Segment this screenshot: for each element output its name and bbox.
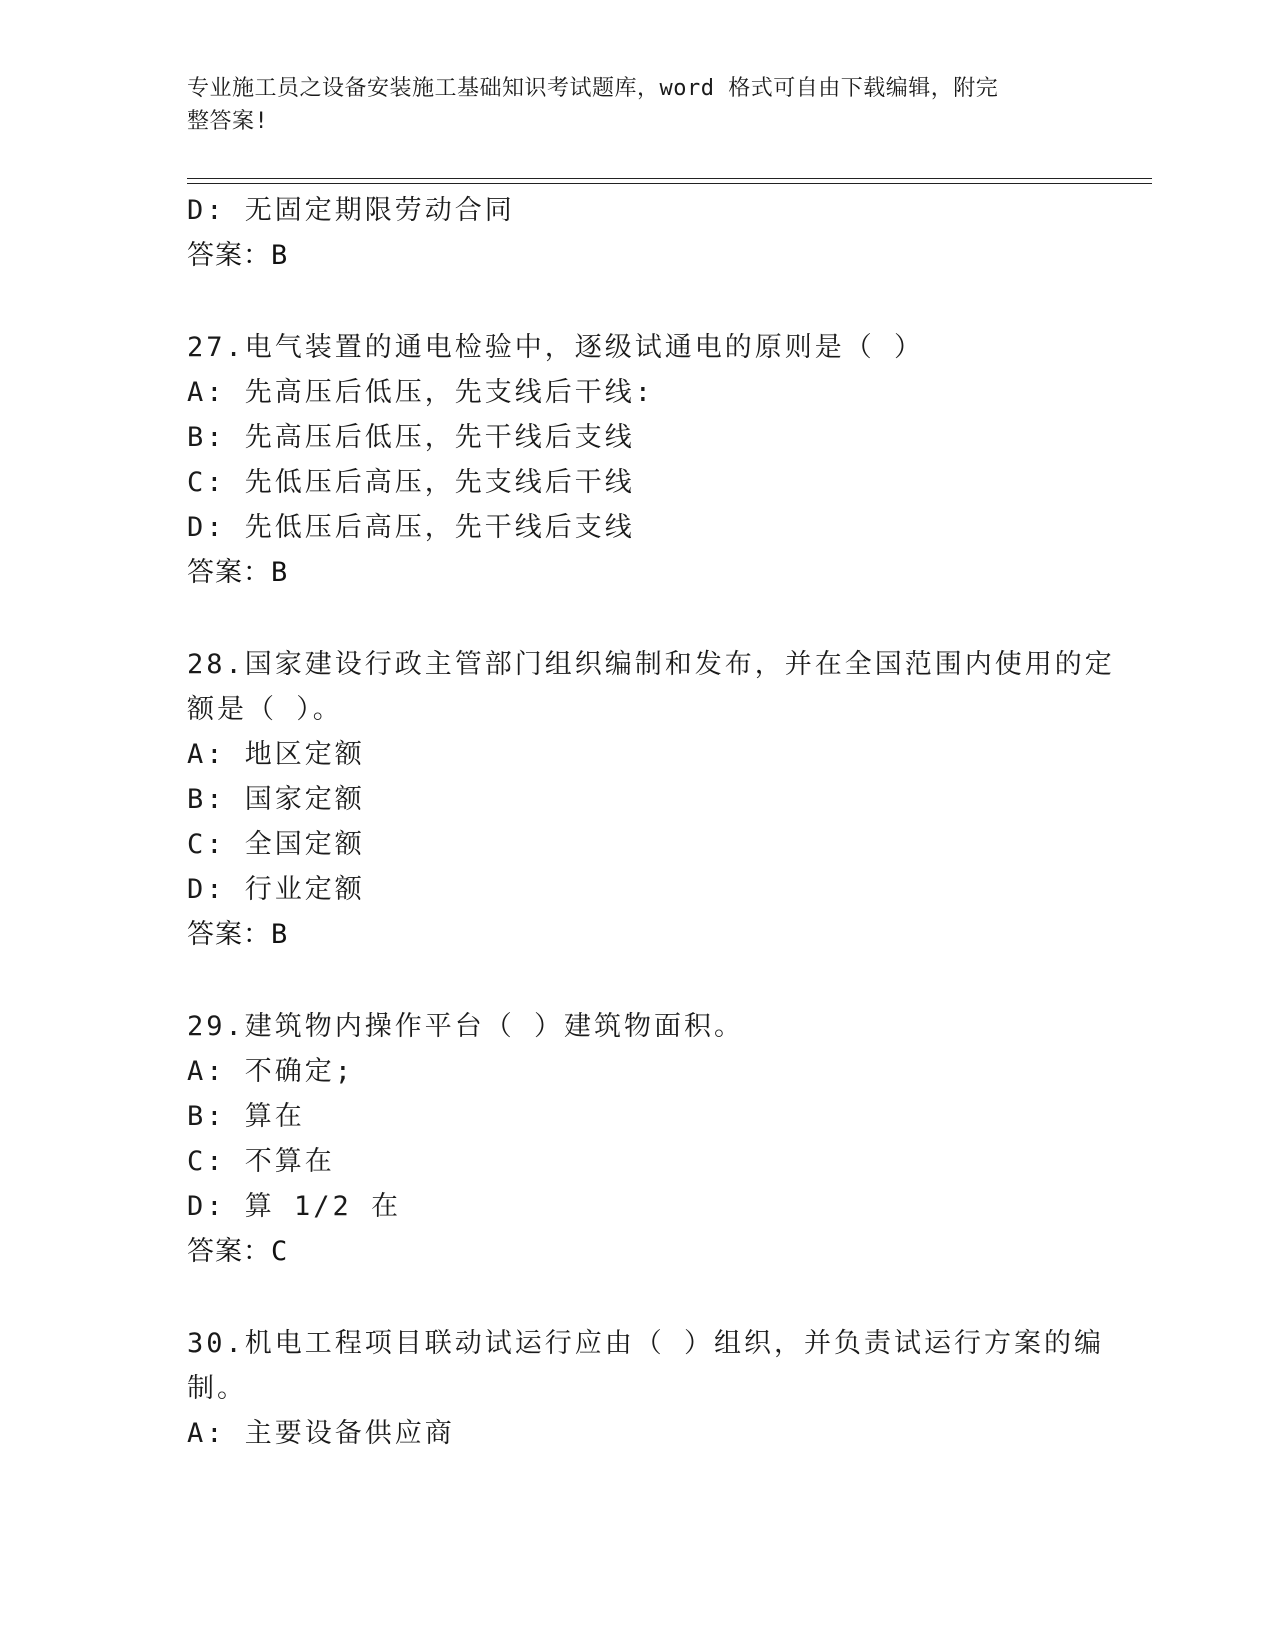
spacer [187, 595, 1087, 642]
header-divider-top [187, 178, 1152, 179]
question-29-option-c: C: 不算在 [187, 1146, 335, 1177]
question-27-answer: 答案：B [187, 557, 289, 588]
question-27-text: 27.电气装置的通电检验中，逐级试通电的原则是（ ） [187, 332, 925, 363]
prev-answer: 答案：B [187, 240, 289, 271]
question-28-option-a: A: 地区定额 [187, 739, 365, 770]
question-28-text-line-2: 额是（ ）。 [187, 694, 343, 725]
spacer [187, 278, 1087, 325]
question-30-text-line-1: 30.机电工程项目联动试运行应由（ ）组织，并负责试运行方案的编 [187, 1328, 1105, 1359]
question-27-option-a: A: 先高压后低压，先支线后干线: [187, 377, 655, 408]
prev-option-d: D: 无固定期限劳动合同 [187, 195, 515, 226]
spacer [187, 1274, 1087, 1321]
spacer [187, 957, 1087, 1004]
question-29-text: 29.建筑物内操作平台（ ）建筑物面积。 [187, 1011, 745, 1042]
question-29-answer: 答案：C [187, 1236, 289, 1267]
question-27-option-c: C: 先低压后高压，先支线后干线 [187, 467, 635, 498]
document-header [187, 72, 1067, 138]
header-divider-bottom [187, 183, 1152, 184]
question-29-option-b: B: 算在 [187, 1101, 305, 1132]
question-28-text-line-1: 28.国家建设行政主管部门组织编制和发布，并在全国范围内使用的定 [187, 649, 1115, 680]
question-29-option-d: D: 算 1/2 在 [187, 1191, 402, 1222]
header-line-2: 整答案! [187, 109, 269, 134]
question-28-option-c: C: 全国定额 [187, 829, 365, 860]
header-line-1: 专业施工员之设备安装施工基础知识考试题库，word 格式可自由下载编辑，附完 [187, 76, 999, 101]
question-28-answer: 答案：B [187, 919, 289, 950]
document-body [187, 188, 1115, 1456]
question-30-text-line-2: 制。 [187, 1373, 247, 1404]
question-28-option-d: D: 行业定额 [187, 874, 365, 905]
question-27-option-d: D: 先低压后高压，先干线后支线 [187, 512, 635, 543]
question-29-option-a: A: 不确定; [187, 1056, 355, 1087]
question-27-option-b: B: 先高压后低压，先干线后支线 [187, 422, 635, 453]
question-28-option-b: B: 国家定额 [187, 784, 365, 815]
question-30-option-a: A: 主要设备供应商 [187, 1418, 455, 1449]
